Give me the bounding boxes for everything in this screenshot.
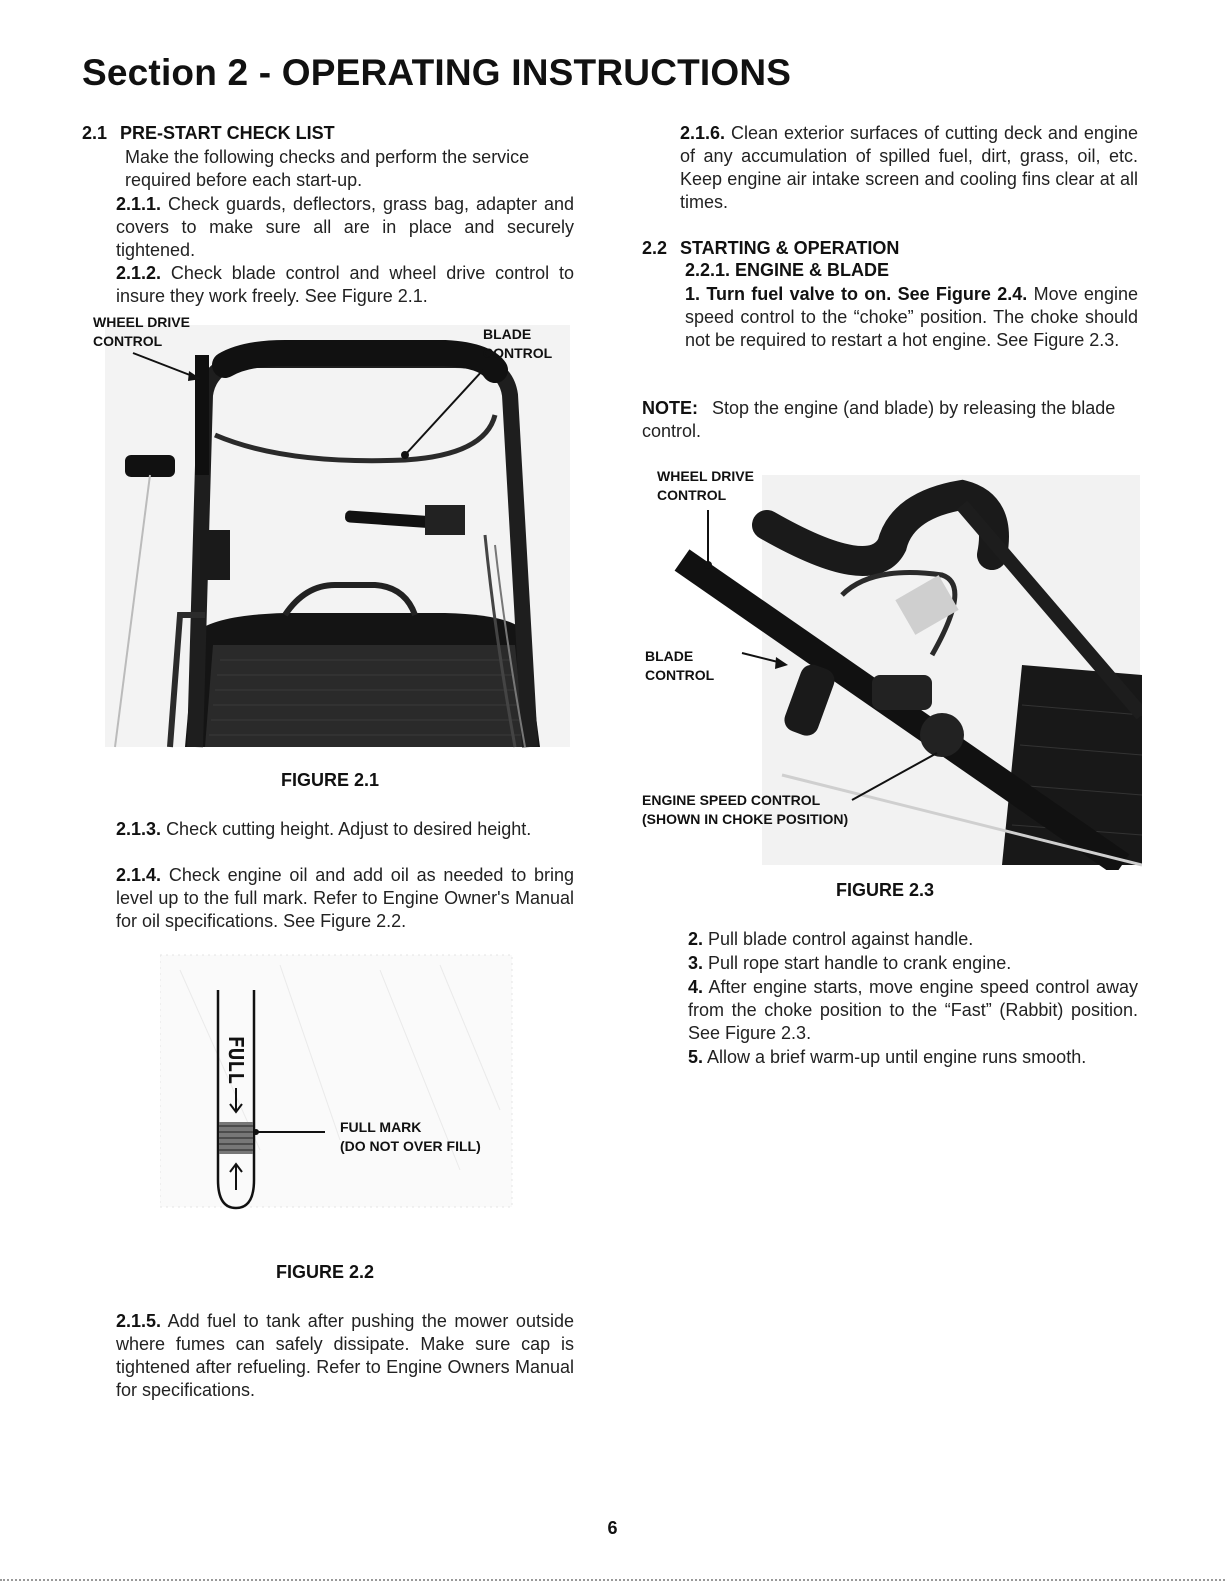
step-number: 3.: [688, 953, 704, 973]
dipstick-label: FULL: [224, 1035, 249, 1085]
subsection-heading-2-2-1: 2.2.1. ENGINE & BLADE: [685, 260, 890, 280]
item-number: 2.1.5.: [116, 1311, 162, 1331]
item-number: 2.1.1.: [116, 194, 162, 214]
item-text: Check engine oil and add oil as needed to bring level up to the full mark. Refer to Engine Owner's Manual for oil specifications. See Figure 2.2.: [116, 865, 574, 931]
step-text: After engine starts, move engine speed control away from the choke position to the “Fast” (Rabbit) position. See Figure 2.3.: [688, 977, 1138, 1043]
step-text: Allow a brief warm-up until engine runs smooth.: [707, 1047, 1087, 1067]
step-number: 4.: [688, 977, 704, 997]
label-blade-control: [645, 647, 714, 685]
item-number: 2.1.3.: [116, 819, 162, 839]
step-number: 2.: [688, 929, 704, 949]
item-2-1-4: [116, 864, 574, 933]
item-number: 2.1.2.: [116, 263, 162, 283]
step-1: [685, 283, 1138, 352]
label-line: CONTROL: [645, 667, 715, 683]
item-text: Add fuel to tank after pushing the mower outside where fumes can safely dissipate. Make sure cap is tightened after refueling. Refer to Engine Owners Manual for specifications.: [116, 1311, 574, 1400]
label-wheel-drive: [657, 467, 754, 505]
label-line: BLADE: [645, 648, 694, 664]
section-number: 2.1: [82, 123, 108, 143]
label-line: CONTROL: [657, 487, 727, 503]
page-number: 6: [607, 1518, 618, 1538]
item-number: 2.1.6.: [680, 123, 726, 143]
step-2: [688, 928, 1138, 951]
step-4: [688, 976, 1138, 1045]
label-line: FULL MARK: [340, 1119, 422, 1135]
label-blade-control: [483, 325, 552, 363]
item-text: Check cutting height. Adjust to desired height.: [166, 819, 532, 839]
figure-2-1-caption: FIGURE 2.1: [280, 770, 380, 790]
label-line: CONTROL: [93, 333, 163, 349]
dipstick-full-text: [220, 1020, 252, 1100]
label-line: WHEEL DRIVE: [657, 468, 754, 484]
figure-2-3: [642, 465, 1142, 870]
section-intro: Make the following checks and perform the service required before each start-up.: [125, 147, 530, 190]
item-text: Check guards, deflectors, grass bag, adapter and covers to make sure all are in place and securely tightened.: [116, 194, 574, 260]
mower-handle-photo: [85, 315, 575, 755]
label-line: CONTROL: [483, 345, 553, 361]
item-2-1-2: [116, 262, 574, 308]
item-2-1-5: [116, 1310, 574, 1402]
section-title: STARTING & OPERATION: [680, 238, 900, 258]
step-1-text: Move engine speed control to the “choke” position. The choke should not be required to restart a hot engine. See Figure 2.3.: [685, 284, 1138, 350]
section-heading-2-2: [642, 237, 899, 260]
step-1-bold: 1. Turn fuel valve to on. See Figure 2.4.: [685, 284, 1028, 304]
label-engine-speed-control: [642, 791, 848, 829]
note: [642, 397, 1138, 443]
figure-2-1: [85, 315, 575, 755]
section-title: PRE-START CHECK LIST: [120, 123, 335, 143]
step-5: [688, 1046, 1138, 1069]
label-line: (SHOWN IN CHOKE POSITION): [642, 811, 849, 827]
page-title: Section 2 - OPERATING INSTRUCTIONS: [82, 52, 792, 93]
label-full-mark: [340, 1118, 481, 1156]
item-2-1-3: [116, 818, 574, 841]
item-text: Check blade control and wheel drive control to insure they work freely. See Figure 2.1.: [116, 263, 574, 306]
figure-2-3-caption: FIGURE 2.3: [835, 880, 935, 900]
step-number: 5.: [688, 1047, 704, 1067]
note-text: Stop the engine (and blade) by releasing the blade control.: [642, 398, 1116, 441]
footer-divider: [0, 1579, 1225, 1581]
label-line: (DO NOT OVER FILL): [340, 1138, 481, 1154]
step-3: [688, 952, 1138, 975]
figure-2-2-caption: FIGURE 2.2: [275, 1262, 375, 1282]
figure-2-2: [160, 950, 515, 1215]
step-text: Pull rope start handle to crank engine.: [708, 953, 1012, 973]
item-number: 2.1.4.: [116, 865, 162, 885]
label-line: WHEEL DRIVE: [93, 314, 190, 330]
item-2-1-6: [680, 122, 1138, 214]
note-label: NOTE:: [642, 398, 698, 418]
item-2-1-1: [116, 193, 574, 262]
section-number: 2.2: [642, 238, 668, 258]
label-wheel-drive: [93, 313, 190, 351]
dipstick-diagram: [160, 950, 515, 1215]
item-text: Clean exterior surfaces of cutting deck and engine of any accumulation of spilled fuel, dirt, grass, oil, etc. Keep engine air intake screen and cooling fins clear at all times.: [680, 123, 1138, 212]
section-heading-2-1: [82, 122, 335, 145]
label-line: ENGINE SPEED CONTROL: [642, 792, 821, 808]
step-text: Pull blade control against handle.: [708, 929, 974, 949]
label-line: BLADE: [483, 326, 532, 342]
